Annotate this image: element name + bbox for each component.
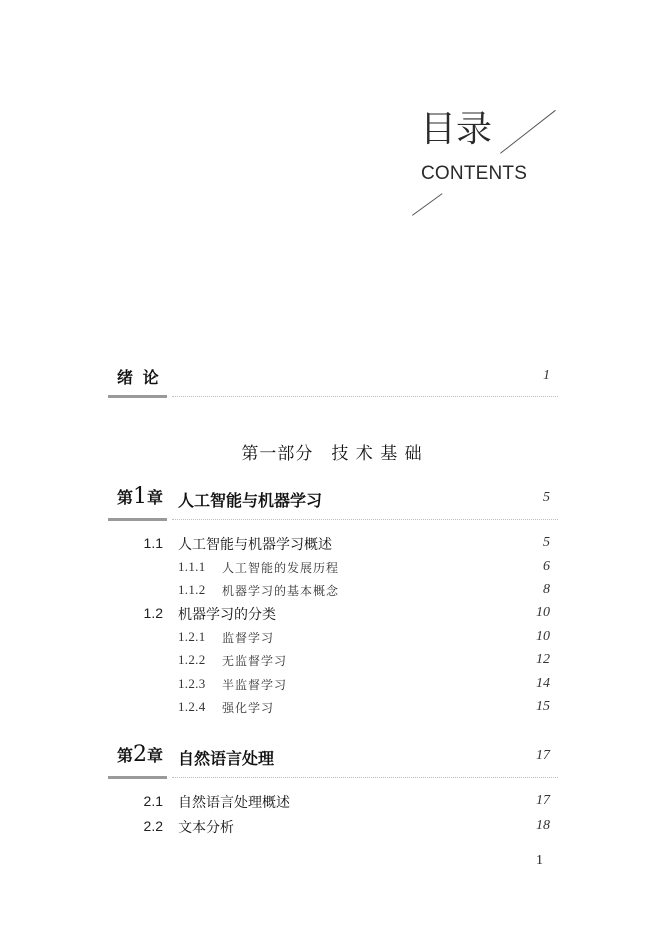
intro-dotted-rule [172, 396, 558, 397]
toc-title-english: CONTENTS [421, 163, 528, 184]
intro-title[interactable]: 绪 论 [117, 368, 161, 387]
subsection-1-2-3-page: 14 [536, 676, 550, 691]
subsection-1-2-4-page: 15 [536, 699, 550, 714]
intro-bar [108, 395, 167, 398]
section-1-1-number: 1.1 [143, 535, 163, 551]
subsection-1-2-1-title[interactable]: 监督学习 [222, 631, 275, 645]
subsection-1-1-1-title[interactable]: 人工智能的发展历程 [222, 561, 340, 575]
chapter-2-prefix: 第 [117, 746, 134, 765]
subsection-1-1-1-number: 1.1.1 [178, 559, 206, 574]
subsection-1-1-2-number: 1.1.2 [178, 582, 206, 597]
part-title: 第一部分 技 术 基 础 [241, 444, 423, 464]
subsection-1-2-2-page: 12 [536, 652, 550, 667]
page-number: 1 [536, 853, 543, 868]
section-2-2-title[interactable]: 文本分析 [178, 820, 234, 836]
chapter-2-bar [108, 776, 167, 779]
section-1-2-number: 1.2 [143, 605, 163, 621]
chapter-1-number: 1 [133, 484, 148, 509]
chapter-1-title[interactable]: 人工智能与机器学习 [178, 491, 323, 510]
subsection-1-1-2-page: 8 [543, 582, 550, 597]
section-2-2-number: 2.2 [143, 818, 163, 834]
chapter-1-page: 5 [543, 490, 550, 505]
chapter-2-page: 17 [536, 748, 550, 763]
section-1-2-title[interactable]: 机器学习的分类 [178, 607, 276, 623]
section-2-1-number: 2.1 [143, 793, 163, 809]
subsection-1-2-3-title[interactable]: 半监督学习 [222, 678, 288, 692]
chapter-1-dotted-rule [172, 519, 558, 520]
subsection-1-2-1-number: 1.2.1 [178, 629, 206, 644]
decorative-diagonal-line-top [500, 110, 556, 154]
subsection-1-2-1-page: 10 [536, 629, 550, 644]
chapter-2-suffix: 章 [147, 746, 164, 765]
subsection-1-2-4-title[interactable]: 强化学习 [222, 701, 275, 715]
chapter-2-number: 2 [133, 742, 148, 767]
section-1-1-title[interactable]: 人工智能与机器学习概述 [178, 537, 332, 553]
subsection-1-1-2-title[interactable]: 机器学习的基本概念 [222, 584, 340, 598]
section-1-1-page: 5 [543, 535, 550, 550]
subsection-1-1-1-page: 6 [543, 559, 550, 574]
chapter-1-label[interactable] [117, 484, 163, 509]
chapter-1-suffix: 章 [147, 488, 164, 507]
subsection-1-2-4-number: 1.2.4 [178, 699, 206, 714]
section-1-2-page: 10 [536, 605, 550, 620]
subsection-1-2-3-number: 1.2.3 [178, 676, 206, 691]
toc-title-chinese: 目录 [420, 109, 493, 150]
chapter-1-prefix: 第 [117, 488, 134, 507]
chapter-2-dotted-rule [172, 777, 558, 778]
section-2-2-page: 18 [536, 818, 550, 833]
chapter-1-bar [108, 518, 167, 521]
chapter-2-label[interactable] [117, 742, 163, 767]
subsection-1-2-2-title[interactable]: 无监督学习 [222, 654, 288, 668]
decorative-diagonal-line-bottom [412, 193, 443, 216]
intro-page: 1 [543, 368, 550, 383]
section-2-1-title[interactable]: 自然语言处理概述 [178, 795, 290, 811]
chapter-2-title[interactable]: 自然语言处理 [178, 749, 275, 768]
section-2-1-page: 17 [536, 793, 550, 808]
subsection-1-2-2-number: 1.2.2 [178, 652, 206, 667]
